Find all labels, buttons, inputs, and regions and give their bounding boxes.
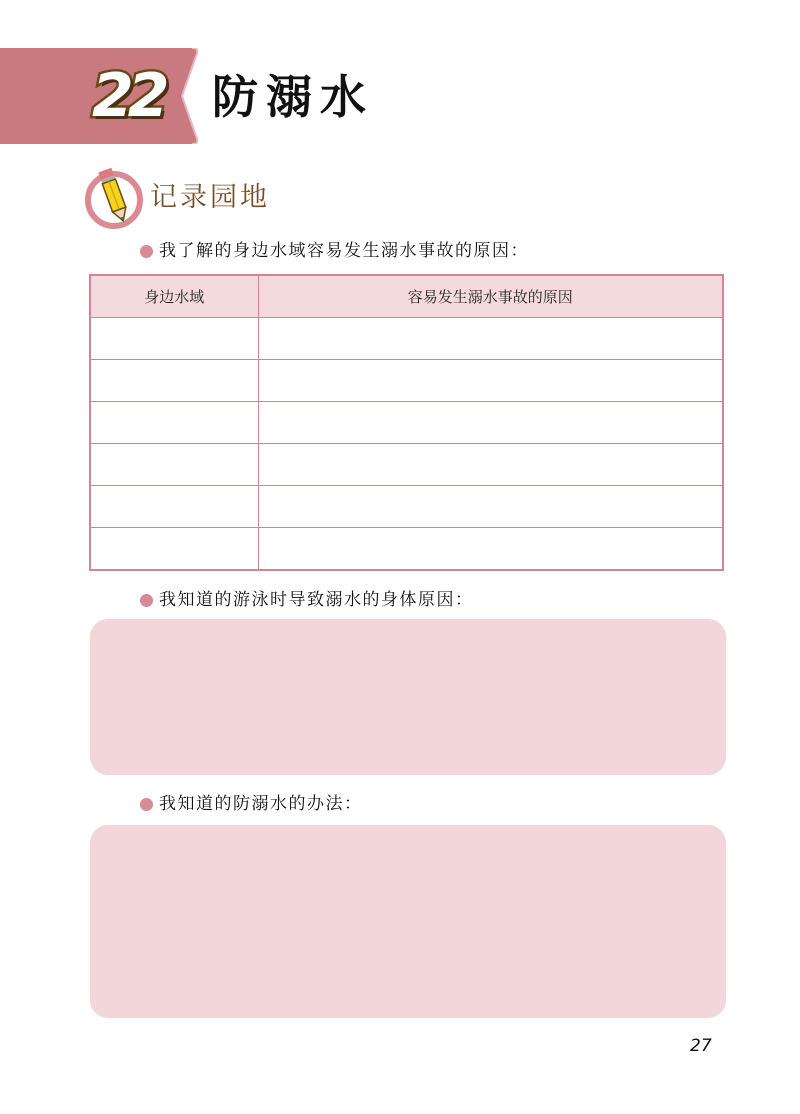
table-header-row (90, 275, 723, 318)
prompt-text: 我了解的身边水域容易发生溺水事故的原因： (159, 241, 529, 261)
table-cell-cause[interactable] (258, 444, 723, 486)
table-row (90, 318, 723, 360)
table-row (90, 360, 723, 402)
prompt-text: 我知道的防溺水的办法： (159, 794, 363, 814)
page-number: 27 (690, 1036, 712, 1056)
column-header-water-area: 身边水域 (90, 275, 258, 318)
table-cell-water-area[interactable] (90, 402, 258, 444)
table-cell-cause[interactable] (258, 402, 723, 444)
table-row (90, 486, 723, 528)
section-heading: 记录园地 (150, 182, 270, 213)
prompt-text: 我知道的游泳时导致溺水的身体原因： (159, 590, 474, 610)
table-cell-cause[interactable] (258, 318, 723, 360)
table-row (90, 444, 723, 486)
column-header-cause: 容易发生溺水事故的原因 (258, 275, 723, 318)
pencil-icon (84, 166, 148, 230)
bullet-icon (140, 798, 153, 811)
table-row (90, 528, 723, 571)
table-cell-cause[interactable] (258, 486, 723, 528)
bullet-icon (140, 245, 153, 258)
methods-answer-box[interactable] (90, 825, 726, 1018)
record-table (89, 274, 724, 571)
lesson-number: 22 (92, 61, 164, 131)
page-title: 防溺水 (212, 70, 374, 124)
prompt-methods (140, 792, 363, 816)
table-cell-water-area[interactable] (90, 528, 258, 571)
table-cell-cause[interactable] (258, 528, 723, 571)
prompt-water-causes (140, 239, 529, 263)
table-row (90, 402, 723, 444)
table-cell-water-area[interactable] (90, 486, 258, 528)
body-causes-answer-box[interactable] (90, 619, 726, 775)
table-cell-cause[interactable] (258, 360, 723, 402)
prompt-body-causes (140, 588, 474, 612)
table-cell-water-area[interactable] (90, 360, 258, 402)
table-cell-water-area[interactable] (90, 318, 258, 360)
bullet-icon (140, 594, 153, 607)
table-cell-water-area[interactable] (90, 444, 258, 486)
